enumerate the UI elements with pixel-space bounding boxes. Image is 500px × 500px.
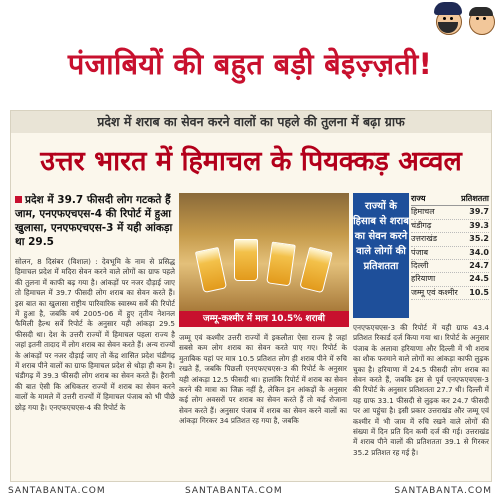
ranking-row [411,260,489,273]
newspaper-clipping [10,110,492,482]
highlight-box [15,193,175,249]
ranking-state: चंडीगढ़ [411,220,432,230]
ranking-value: 10.5 [469,287,489,297]
ranking-state: दिल्ली [411,261,429,271]
ranking-row [411,220,489,233]
ranking-row [411,247,489,260]
ranking-value: 39.7 [469,207,489,217]
watermark-right: SANTABANTA.COM [394,486,492,496]
beer-glasses-photo [179,193,349,311]
ranking-row [411,273,489,286]
ranking-state: जम्मू एवं कश्मीर [411,287,458,297]
highlight-text: प्रदेश में 39.7 फीसदी लोग गटकते हैं जाम, एनएफएचएस-4 की रिपोर्ट में हुआ खुलासा, एनएफएचएस-3 में यही आंकड़ा था 29.5 [15,194,173,248]
ranking-row [411,233,489,246]
cartoon-face-icon [466,2,496,34]
sikh-cartoon-icon [433,2,463,34]
ranking-value: 35.2 [469,234,489,244]
ranking-header-state: राज्य [411,194,426,203]
photo-caption: जम्मू-कश्मीर में मात्र 10.5% शराबी [179,311,349,327]
ranking-header-pct: प्रतिशतता [461,194,489,203]
ranking-value: 24.5 [469,274,489,284]
red-bullet-icon [15,196,22,203]
clip-subheadline: प्रदेश में शराब का सेवन करने वालों का पहले की तुलना में बढ़ा ग्राफ [11,111,491,133]
ranking-value: 39.3 [469,220,489,230]
ranking-value: 24.7 [469,261,489,271]
watermark-center: SANTABANTA.COM [185,486,283,496]
article-column-1: सोलन, 8 दिसंबर (विशाल) : देवभूमि के नाम से प्रसिद्ध हिमाचल प्रदेश में मदिरा सेवन करने वाले लोगों का ग्राफ पहले की तुलना में काफी बढ़ गया है। आंकड़ों पर नजर दौड़ाई जाए तो हिमाचल में 39.7 फीसदी लोग शराब का सेवन करते हैं। इस बात का खुलासा राष्ट्रीय पारिवारिक स्वास्थ्य सर्वे की रिपोर्ट में हुआ है, जबकि वर्ष 2005-06 में हुए तृतीय नेशनल फैमिली हैल्थ सर्वे रिपोर्ट के अनुसार यही आंकड़ा 29.5 फीसदी था। देश के उत्तरी राज्यों में हिमाचल पहला राज्य है जहां इतनी तादाद में लोग शराब का सेवन करते हैं। अन्य राज्यों के आंकड़ों पर नजर दौड़ाई जाए तो केंद्र शासित प्रदेश चंडीगढ़ में शराब पीने वालों का ग्राफ हिमाचल प्रदेश से थोड़ा ही कम है। चंडीगढ़ में 39.3 फीसदी लोग शराब का सेवन करते हैं। हैरानी की बात ऐसी कि अधिकतर राज्यों में शराब का सेवन करने वालों के मामले में उत्तरी राज्यों में हिमाचल पंजाब को भी पीछे छोड़ गया है। एनएफएचएस-4 की रिपोर्ट के [15,257,175,412]
article-column-2: जम्मू एवं कश्मीर उत्तरी राज्यों में इकलौता ऐसा राज्य है जहां सबसे कम लोग शराब का सेवन करते पाए गए। रिपोर्ट के मुताबिक यहां पर मात्र 10.5 प्रतिशत लोग ही शराब पीने में रुचि रखते हैं, जबकि पिछली एनएफएचएस-3 की रिपोर्ट के अनुसार यही आंकड़ा 12.5 फीसदी था। हालांकि रिपोर्ट में शराब का सेवन करने की मात्रा का जिक्र नहीं है, लेकिन इन आंकड़ों के अनुसार कई लोग अवसरों पर शराब का सेवन करते हैं तो कई रोजाना सेवन करते हैं। अनुसार पंजाब में शराब का सेवन करने वालों का आंकड़ा गिरकर 34 प्रतिशत रह गया है, जबकि [179,333,347,426]
ranking-state: हरियाणा [411,274,436,284]
page-headline: पंजाबियों की बहुत बड़ी बेइज़्ज़ती! [67,47,433,81]
ranking-row [411,206,489,219]
ranking-state: पंजाब [411,247,429,257]
ranking-header [411,193,489,206]
cartoon-characters [433,2,496,34]
clip-main-headline: उत्तर भारत में हिमाचल के पियक्कड़ अव्वल [40,146,462,177]
article-column-3: एनएफएचएस-3 की रिपोर्ट में यही ग्राफ 43.4 प्रतिशत रिकार्ड दर्ज किया गया था। रिपोर्ट के अनुसार पंजाब के अलावा हरियाणा और दिल्ली में भी शराब का शौक फरमाने वाले लोगों का आंकड़ा काफी लुढ़क चुका है। हरियाणा में 24.5 फीसदी लोग शराब का सेवन करते हैं, जबकि इस से पूर्व एनएफएचएस-3 की रिपोर्ट के अनुसार प्रतिशतता 27.7 थी। दिल्ली में यह ग्राफ 33.1 फीसदी से लुढ़क कर 24.7 फीसदी पर आ पहुंचा है। इसी प्रकार उत्तराखंड और जम्मू एवं कश्मीर में भी जाम में रुचि रखने वाले लोगों की संख्या में दिन प्रति दिन कमी दर्ज की गई। उत्तराखंड में शराब पीने वालों की प्रतिशतता 39.1 से गिरकर 35.2 प्रतिशत रह गई है। [353,323,489,457]
ranking-side-label: राज्यों के हिसाब से शराब का सेवन करने वाले लोगों की प्रतिशतता [353,193,409,318]
ranking-state: उत्तराखंड [411,234,438,244]
ranking-value: 34.0 [469,247,489,257]
state-ranking-table [411,193,489,300]
ranking-row [411,287,489,300]
watermark-left: SANTABANTA.COM [8,486,106,496]
ranking-state: हिमाचल [411,207,435,217]
